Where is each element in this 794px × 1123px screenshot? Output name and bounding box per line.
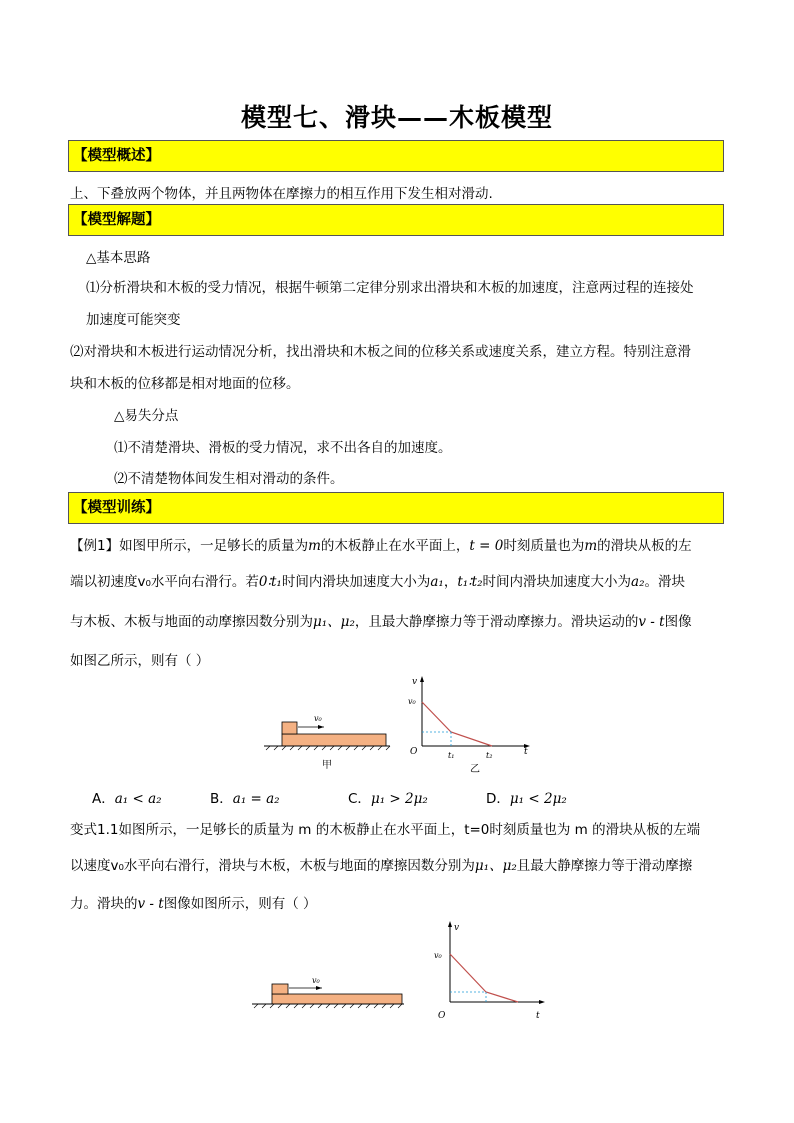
var-m: m bbox=[584, 538, 598, 554]
variant-line2 bbox=[70, 854, 692, 874]
fig-label-yi: 乙 bbox=[470, 764, 480, 775]
v0-label: v₀ bbox=[314, 714, 322, 723]
overview-text: 上、下叠放两个物体，并且两物体在摩擦力的相互作用下发生相对滑动. bbox=[70, 186, 493, 202]
pitfall-1: ⑴不清楚滑块、滑板的受力情况，求不出各自的加速度。 bbox=[114, 440, 452, 456]
text: 力。滑块的 bbox=[70, 896, 138, 912]
pitfall-heading: △易失分点 bbox=[114, 408, 179, 424]
var-m: m bbox=[308, 538, 321, 554]
example1-line1 bbox=[70, 534, 692, 554]
step2-line1: ⑵对滑块和木板进行运动情况分析，找出滑块和木板之间的位移关系或速度关系，建立方程。特别注意滑 bbox=[70, 344, 691, 360]
basic-heading: △基本思路 bbox=[86, 250, 151, 266]
ground-hatch bbox=[266, 746, 390, 750]
board bbox=[272, 994, 402, 1004]
figure-variant-block-board bbox=[250, 970, 406, 1014]
variant-line1: 变式1.1如图所示，一足够长的质量为 m 的木板静止在水平面上，t=0时刻质量也为 m 的滑块从板的左端 bbox=[70, 822, 701, 838]
v-label: v bbox=[454, 923, 460, 933]
option-d[interactable] bbox=[486, 787, 567, 807]
text: ， bbox=[443, 574, 458, 590]
v0-label: v₀ bbox=[434, 951, 442, 960]
pitfall-2: ⑵不清楚物体间发生相对滑动的条件。 bbox=[114, 471, 344, 487]
option-expr: μ₁ > 2μ₂ bbox=[370, 791, 428, 807]
text: 图像 bbox=[664, 614, 692, 630]
option-label: B． bbox=[210, 791, 233, 807]
option-b[interactable] bbox=[210, 787, 280, 807]
expr-interval2: t₁∶t₂ bbox=[457, 574, 483, 590]
section-header-solution: 【模型解题】 bbox=[68, 204, 724, 236]
var-a2: a₂ bbox=[631, 574, 645, 590]
expr-mu: μ₁、μ₂ bbox=[313, 614, 355, 630]
fig-label-jia: 甲 bbox=[322, 760, 332, 770]
expr-vt: v - t bbox=[137, 896, 164, 912]
v0-label: v₀ bbox=[312, 976, 320, 985]
ground-hatch bbox=[254, 1004, 402, 1008]
origin-label: O bbox=[410, 747, 418, 757]
v-axis-arrow bbox=[448, 921, 452, 927]
text: 时刻质量也为 bbox=[503, 538, 585, 554]
arrow-head bbox=[318, 725, 324, 729]
text: 端以初速度v₀水平向右滑行。若 bbox=[70, 574, 259, 590]
expr-interval1: 0∶t₁ bbox=[258, 574, 282, 590]
arrow-head bbox=[316, 986, 322, 990]
expr-mu: μ₁、μ₂ bbox=[474, 858, 517, 874]
text: 且最大静摩擦力等于滑动摩擦 bbox=[516, 858, 693, 874]
step2-line2: 块和木板的位移都是相对地面的位移。 bbox=[70, 376, 300, 392]
text: 以速度v₀水平向右滑行，滑块与木板，木板与地面的摩擦因数分别为 bbox=[70, 858, 475, 874]
text: 的木板静止在水平面上， bbox=[320, 538, 470, 554]
block bbox=[282, 722, 297, 734]
text: 的滑块从板的左 bbox=[597, 538, 692, 554]
text: 。滑块 bbox=[644, 574, 685, 590]
section-header-training: 【模型训练】 bbox=[68, 492, 724, 524]
velocity-curve bbox=[450, 954, 518, 1002]
expr-t0: t = 0 bbox=[469, 538, 504, 554]
option-expr: μ₁ < 2μ₂ bbox=[509, 791, 567, 807]
expr-vt: v - t bbox=[638, 614, 665, 630]
t-label: t bbox=[536, 1011, 540, 1021]
var-a1: a₁ bbox=[430, 574, 444, 590]
v-label: v bbox=[412, 677, 418, 687]
figure-yi-vt-graph bbox=[402, 674, 542, 778]
text: 与木板、木板与地面的动摩擦因数分别为 bbox=[70, 614, 313, 630]
origin-label: O bbox=[438, 1011, 446, 1021]
text: 时间内滑块加速度大小为 bbox=[482, 574, 632, 590]
text: ，且最大静摩擦力等于滑动摩擦力。滑块运动的 bbox=[354, 614, 639, 630]
step1-line1: ⑴分析滑块和木板的受力情况，根据牛顿第二定律分别求出滑块和木板的加速度，注意两过程的连接处 bbox=[86, 280, 694, 296]
section-header-overview: 【模型概述】 bbox=[68, 140, 724, 172]
figure-variant-vt-graph bbox=[430, 918, 554, 1024]
t-label: t bbox=[524, 747, 528, 757]
board bbox=[282, 734, 386, 746]
example1-line3 bbox=[70, 610, 692, 630]
option-c[interactable] bbox=[348, 787, 428, 807]
option-expr: a₁ = a₂ bbox=[232, 791, 280, 807]
option-expr: a₁ < a₂ bbox=[114, 791, 162, 807]
t-axis-arrow bbox=[539, 1000, 545, 1004]
step1-line2: 加速度可能突变 bbox=[86, 312, 181, 328]
v0-label: v₀ bbox=[408, 697, 416, 706]
block bbox=[272, 984, 288, 994]
text: 时间内滑块加速度大小为 bbox=[281, 574, 431, 590]
text: 【例1】如图甲所示，一足够长的质量为 bbox=[70, 538, 309, 554]
v-axis-arrow bbox=[420, 676, 424, 682]
page-title: 模型七、滑块——木板模型 bbox=[240, 103, 553, 132]
figure-jia-block-board bbox=[262, 710, 392, 770]
example1-line2 bbox=[70, 570, 685, 590]
variant-line3 bbox=[70, 892, 317, 912]
text: 图像如图所示，则有（ ） bbox=[163, 896, 317, 912]
t2-label: t₂ bbox=[486, 751, 493, 760]
example1-line4: 如图乙所示，则有（ ） bbox=[70, 653, 210, 669]
option-a[interactable] bbox=[92, 787, 162, 807]
option-label: A． bbox=[92, 791, 115, 807]
velocity-curve bbox=[422, 702, 492, 746]
t1-label: t₁ bbox=[448, 751, 455, 760]
option-label: C． bbox=[348, 791, 371, 807]
option-label: D． bbox=[486, 791, 510, 807]
